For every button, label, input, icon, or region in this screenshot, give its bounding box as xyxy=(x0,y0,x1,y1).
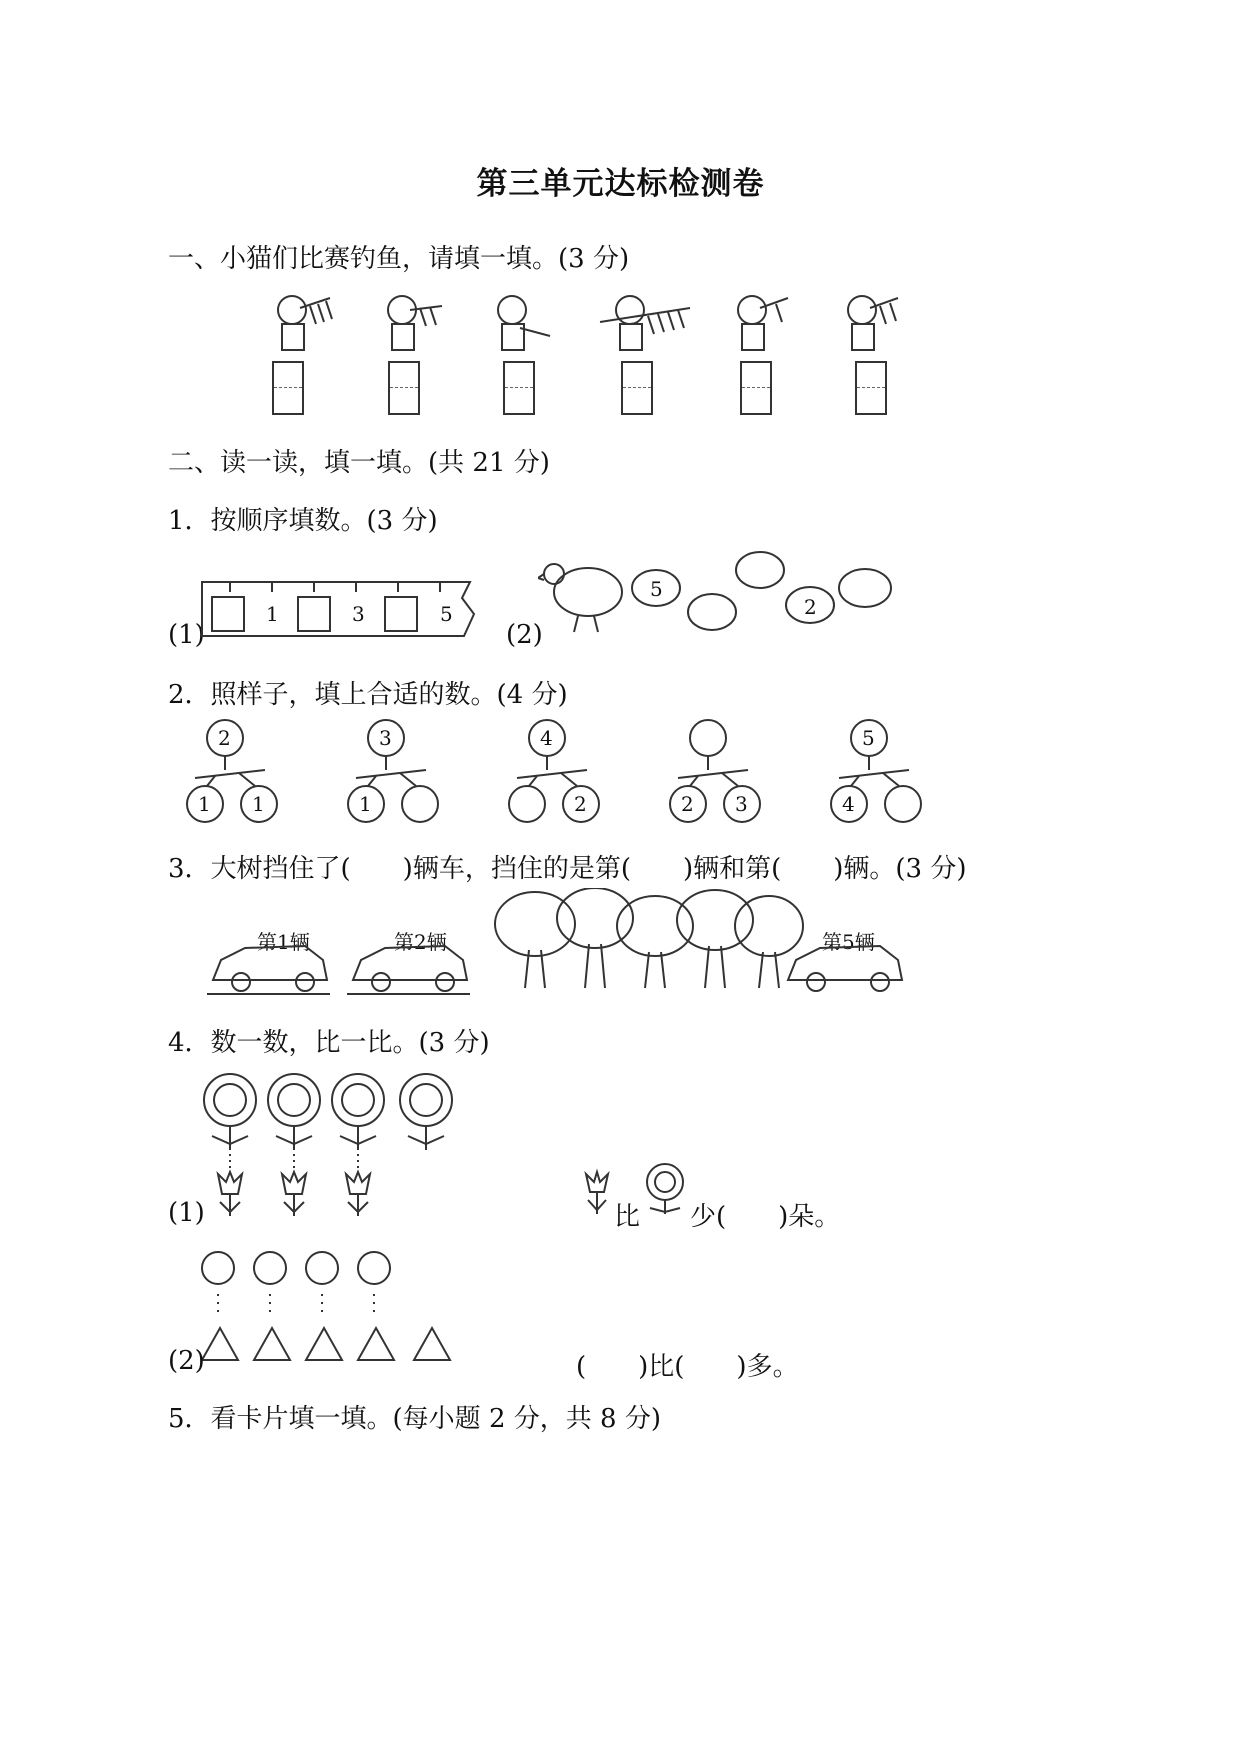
number-ruler xyxy=(200,578,478,640)
tree-5-left: 4 xyxy=(842,792,855,816)
tree-5-top: 5 xyxy=(862,726,875,750)
ruler-number-5: 5 xyxy=(440,602,453,626)
q4-heading: 4．数一数，比一比。(3 分) xyxy=(168,1028,490,1058)
egg-number-5: 5 xyxy=(650,577,663,601)
tree-4-right: 3 xyxy=(735,792,748,816)
cat-3 xyxy=(498,296,550,350)
hen-icon xyxy=(538,564,622,632)
answer-box-4[interactable] xyxy=(621,361,653,415)
q1-part1-label: (1) xyxy=(168,620,205,650)
ruler-blank-2[interactable] xyxy=(297,596,331,632)
circles-triangles xyxy=(198,1246,458,1366)
answer-box-6[interactable] xyxy=(855,361,887,415)
cat-4 xyxy=(600,296,690,350)
q4-part1-label: (1) xyxy=(168,1198,205,1228)
car-icon-1 xyxy=(207,946,330,994)
ruler-blank-3[interactable] xyxy=(384,596,418,632)
ruler-number-1: 1 xyxy=(266,602,279,626)
cat-6 xyxy=(848,296,898,350)
egg-number-2: 2 xyxy=(804,595,817,619)
answer-box-3[interactable] xyxy=(503,361,535,415)
q2-heading: 2．照样子，填上合适的数。(4 分) xyxy=(168,680,568,710)
number-tree-2 xyxy=(346,718,442,824)
car-label-1: 第1辆 xyxy=(257,930,310,954)
answer-box-2[interactable] xyxy=(388,361,420,415)
hen-eggs xyxy=(538,550,898,640)
section2-heading: 二、读一读，填一填。(共 21 分) xyxy=(168,448,550,478)
cars-and-trees xyxy=(205,888,905,1003)
cat-1 xyxy=(278,296,332,350)
q3-heading: 3．大树挡住了( )辆车，挡住的是第( )辆和第( )辆。(3 分) xyxy=(168,854,967,884)
tree-row-icon xyxy=(495,888,803,988)
tree-4-left: 2 xyxy=(681,792,694,816)
number-tree-4 xyxy=(668,718,764,824)
section1-heading: 一、小猫们比赛钓鱼，请填一填。(3 分) xyxy=(168,244,630,274)
tree-3-right: 2 xyxy=(574,792,587,816)
number-tree-1 xyxy=(185,718,281,824)
cat-fishing-row xyxy=(250,288,930,418)
q4-part2-text: ( )比( )多。 xyxy=(576,1352,799,1382)
sunflower-icon xyxy=(640,1160,690,1216)
q1-part2-label: (2) xyxy=(506,620,543,650)
q5-heading: 5．看卡片填一填。(每小题 2 分，共 8 分) xyxy=(168,1404,661,1434)
tree-1-left: 1 xyxy=(198,792,211,816)
tree-1-right: 1 xyxy=(252,792,265,816)
cat-5 xyxy=(738,296,788,350)
car-icon-2 xyxy=(347,946,470,994)
answer-box-1[interactable] xyxy=(272,361,304,415)
q4-part1-tail: 少( )朵。 xyxy=(690,1202,841,1232)
tulip-icon xyxy=(580,1168,616,1218)
number-tree-3 xyxy=(507,718,603,824)
q4-part1-bi: 比 xyxy=(614,1202,641,1232)
tree-2-left: 1 xyxy=(359,792,372,816)
cat-2 xyxy=(388,296,442,350)
tree-3-top: 4 xyxy=(540,726,553,750)
car-label-5: 第5辆 xyxy=(822,930,875,954)
car-label-2: 第2辆 xyxy=(394,930,447,954)
egg-2 xyxy=(688,594,736,630)
tree-2-top: 3 xyxy=(379,726,392,750)
page-title: 第三单元达标检测卷 xyxy=(476,166,765,202)
ruler-blank-1[interactable] xyxy=(211,596,245,632)
q1-heading: 1．按顺序填数。(3 分) xyxy=(168,506,438,536)
q4-part2-label: (2) xyxy=(168,1346,205,1376)
car-icon-5 xyxy=(788,946,902,991)
ruler-number-3: 3 xyxy=(352,602,365,626)
number-tree-5 xyxy=(829,718,925,824)
egg-5 xyxy=(839,569,891,607)
tree-1-top: 2 xyxy=(218,726,231,750)
answer-box-5[interactable] xyxy=(740,361,772,415)
sunflowers-tulips xyxy=(198,1070,468,1220)
egg-3 xyxy=(736,552,784,588)
